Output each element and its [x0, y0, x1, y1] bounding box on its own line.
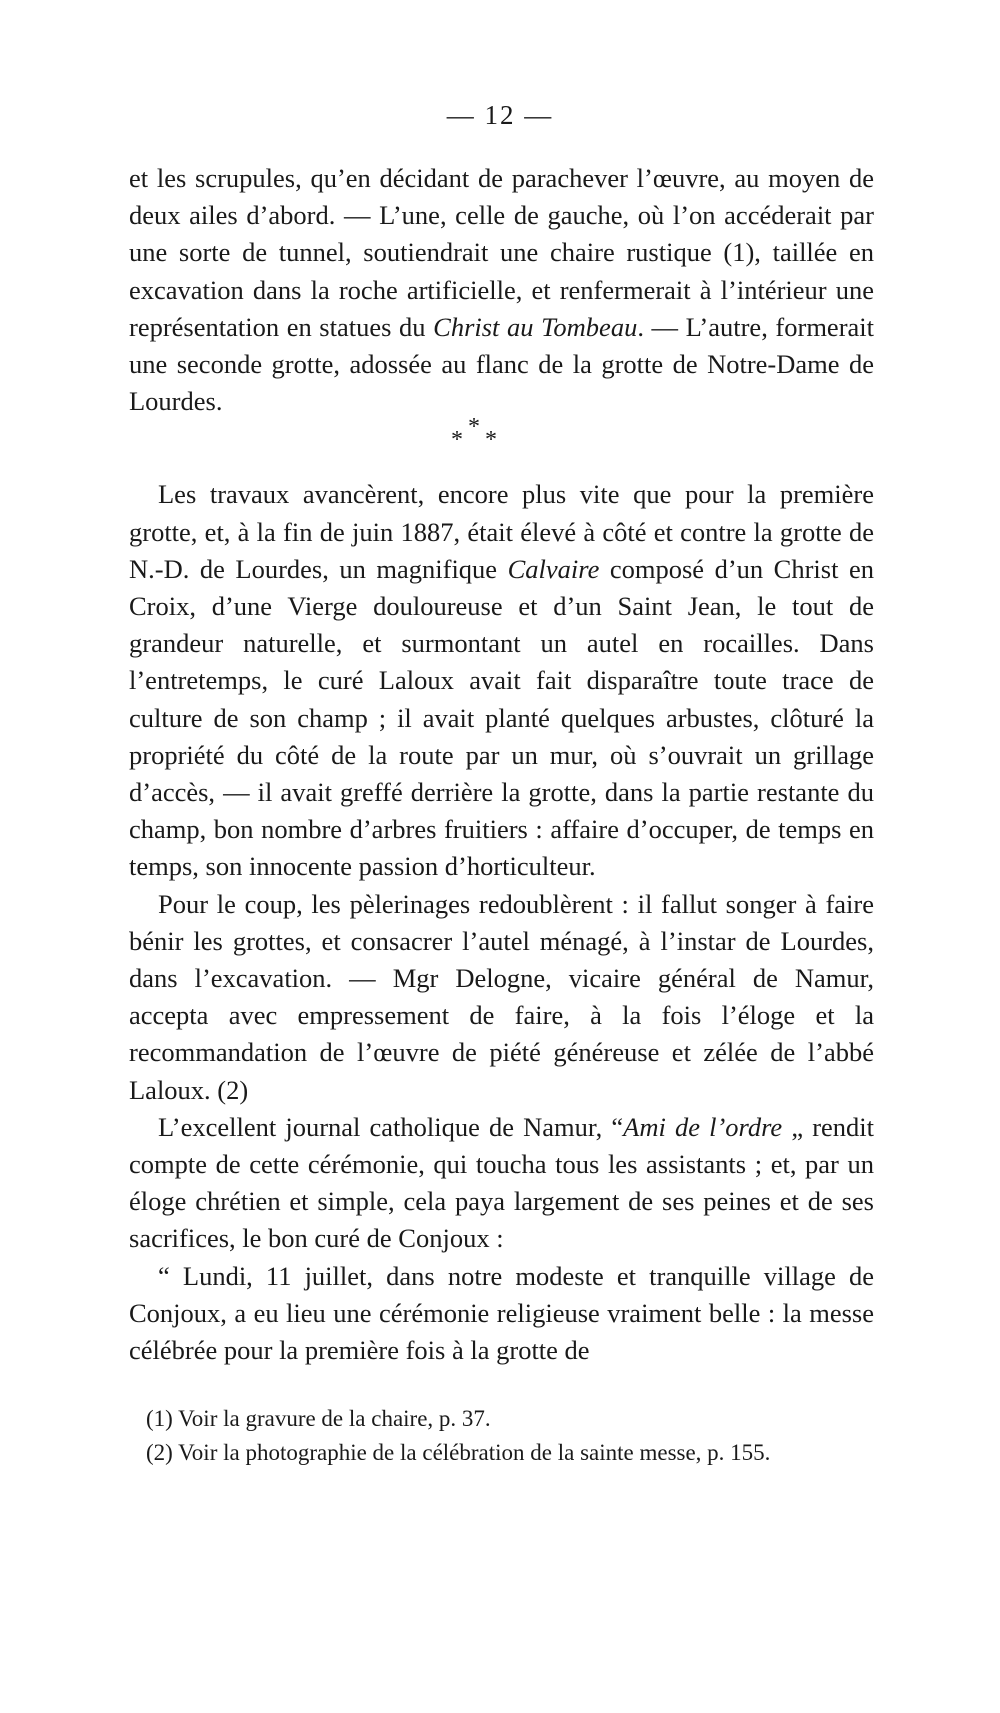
body-text — [129, 160, 874, 1369]
page-number: — 12 — — [446, 100, 554, 130]
footnote: (2) Voir la photographie de la célébration de la sainte messe, p. 155. — [146, 1440, 771, 1465]
paragraph — [129, 1258, 874, 1370]
paragraphs-after — [129, 476, 874, 1369]
paragraph — [129, 1109, 874, 1258]
text-run: Les travaux avancèrent, encore plus vite que pour la première grotte, et, à la fin de juin 1887, était élevé à côté et contre la grotte de N.-D. de Lourdes, un magnifique — [129, 479, 874, 584]
text-run: . — L’autre, formerait une seconde grotte, adossée au flanc de la grotte de Notre-Dame de Lourdes. — [129, 311, 875, 417]
italic-text: Calvaire — [507, 553, 600, 584]
text-run: „ rendit compte de cette cérémonie, qui toucha tous les assistants ; et, par un éloge chrétien et simple, cela paya largement de ses peines et de ses sacrifices, le bon curé de Conjoux : — [129, 1111, 875, 1254]
paragraph — [129, 476, 874, 885]
footnote: (1) Voir la gravure de la chaire, p. 37. — [146, 1406, 491, 1431]
paragraph — [129, 160, 874, 420]
footnotes — [146, 1402, 886, 1470]
italic-text: Christ au Tombeau — [433, 311, 638, 342]
paragraphs-before — [129, 160, 874, 420]
text-run: composé d’un Christ en Croix, d’une Vierge douloureuse et d’un Saint Jean, le tout de grandeur naturelle, et surmontant un autel en rocailles. Dans l’entretemps, le curé Laloux avait fait disparaître toute trace de culture de son champ ; il avait planté quelques arbustes, clôturé la propriété du côté de la route par un mur, où s’ouvrait un grillage d’accès, — il avait greffé derrière la grotte, dans la partie restante du champ, bon nombre d’arbres fruitiers : affaire d’occuper, de temps en temps, son innocente passion d’horticulteur. — [129, 553, 874, 882]
italic-text: Ami de l’ordre — [623, 1111, 783, 1142]
text-run: Pour le coup, les pèlerinages redoublèrent : il fallut songer à faire bénir les grottes, et consacrer l’autel ménagé, à l’instar de Lourdes, dans l’excavation. — Mgr Delogne, vicaire général de Namur, accepta avec empressement de faire, à la fois l’éloge et la recommandation de l’œuvre de piété généreuse et zélée de l’abbé Laloux. (2) — [129, 888, 874, 1105]
asterism-star: * — [451, 427, 463, 454]
text-run: et les scrupules, qu’en décidant de parachever l’œuvre, au moyen de deux ailes d’abord. — L’une, celle de gauche, où l’on accéderait par une sorte de tunnel, soutiendrait une chaire rustique (1), taillée en excavation dans la roche artificielle, et renfermerait à l’intérieur une représentation en statues du — [129, 163, 874, 342]
asterism-star: * — [468, 414, 480, 441]
text-run: L’excellent journal catholique de Namur, “ — [158, 1111, 624, 1142]
asterism-separator — [129, 414, 874, 476]
asterism-star: * — [485, 427, 497, 454]
paragraph — [129, 886, 874, 1109]
text-run: “ Lundi, 11 juillet, dans notre modeste et tranquille village de Conjoux, a eu lieu une cérémonie religieuse vraiment belle : la messe célébrée pour la première fois à la grotte de — [129, 1260, 874, 1366]
